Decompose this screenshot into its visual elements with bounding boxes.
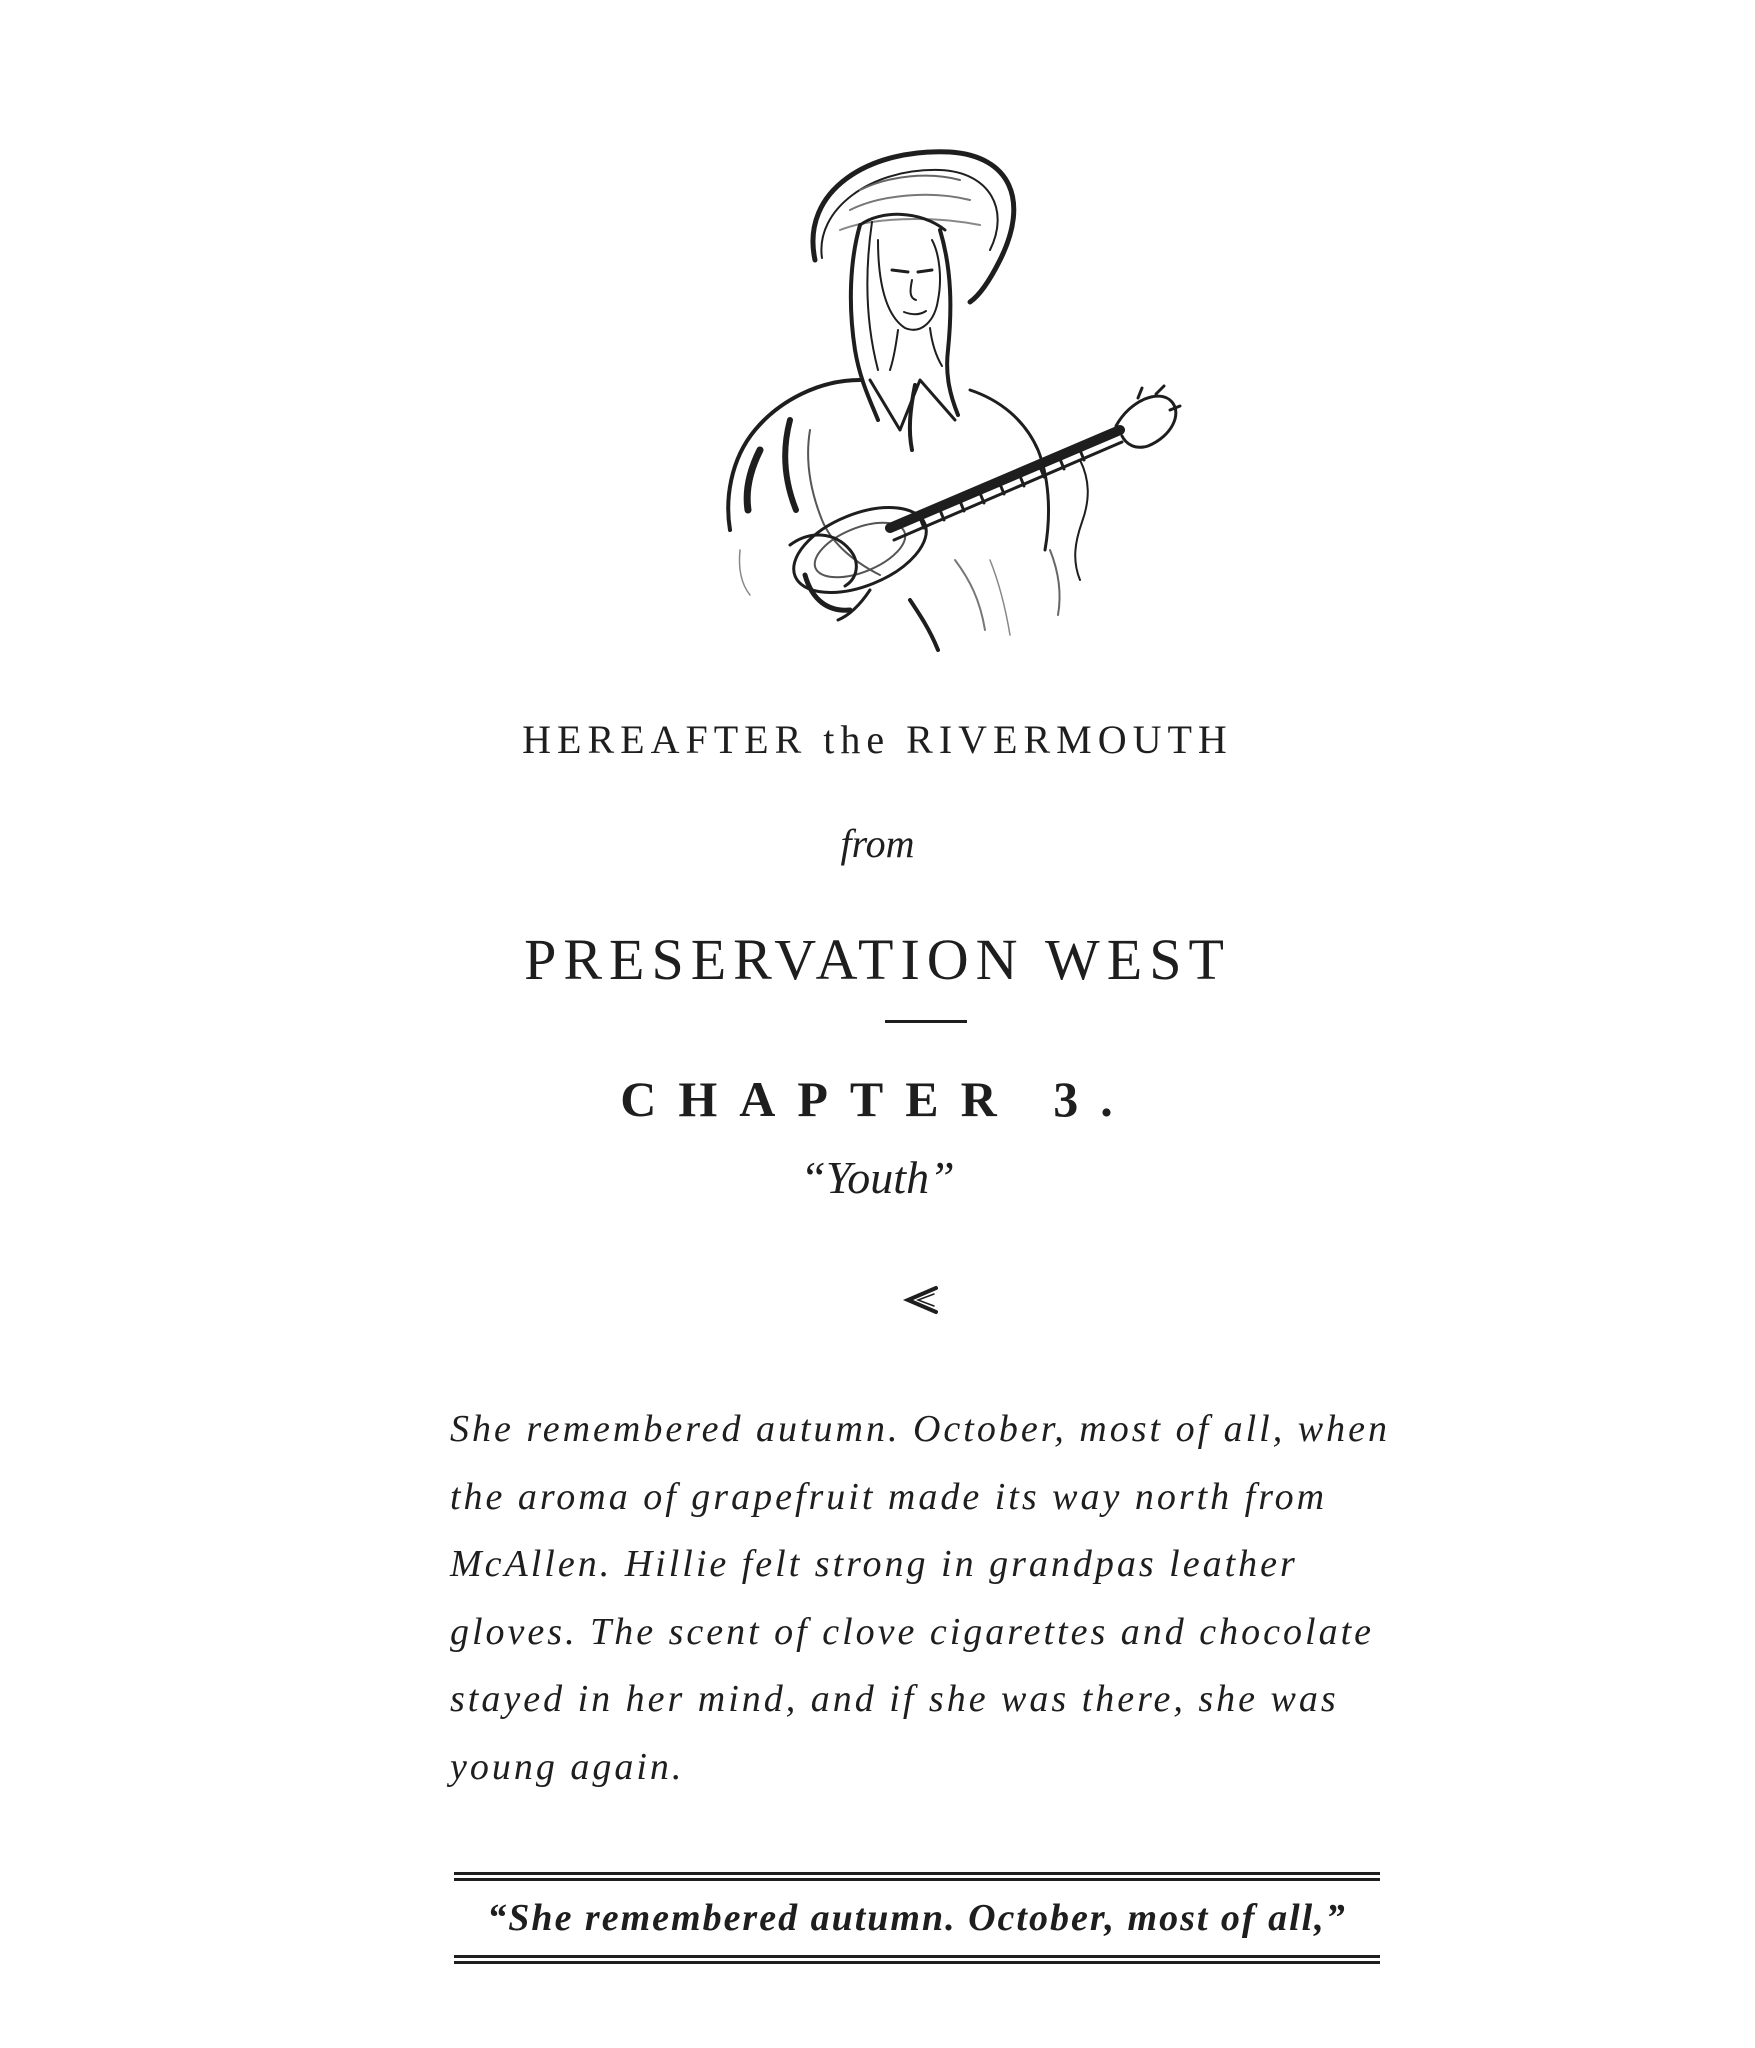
title-divider (885, 1020, 967, 1023)
from-label: from (840, 821, 915, 866)
pull-quote-text: “She remembered autumn. October, most of all,” (487, 1897, 1347, 1939)
sketch-woman-in-hat-playing-banjo-icon (560, 130, 1200, 670)
pull-quote-top-rule (454, 1872, 1380, 1881)
chapter-heading: CHAPTER 3. (620, 1071, 1135, 1127)
series-title: HEREAFTER the RIVERMOUTH (522, 717, 1233, 762)
pull-quote (454, 1872, 1380, 1964)
banjo-player-illustration (560, 130, 1200, 670)
chapter-paragraph: She remembered autumn. October, most of all, when the aroma of grapefruit made its way north from McAllen. Hillie felt strong in grandpas leather gloves. The scent of clove cigarettes and chocolate stayed in her mind, and if she was there, she was young again. (450, 1408, 1390, 1788)
ornament-glyph-icon (900, 1282, 944, 1318)
book-title: PRESERVATION WEST (524, 927, 1231, 992)
chapter-subtitle: “Youth” (800, 1152, 955, 1203)
pull-quote-bottom-rule (454, 1955, 1380, 1964)
